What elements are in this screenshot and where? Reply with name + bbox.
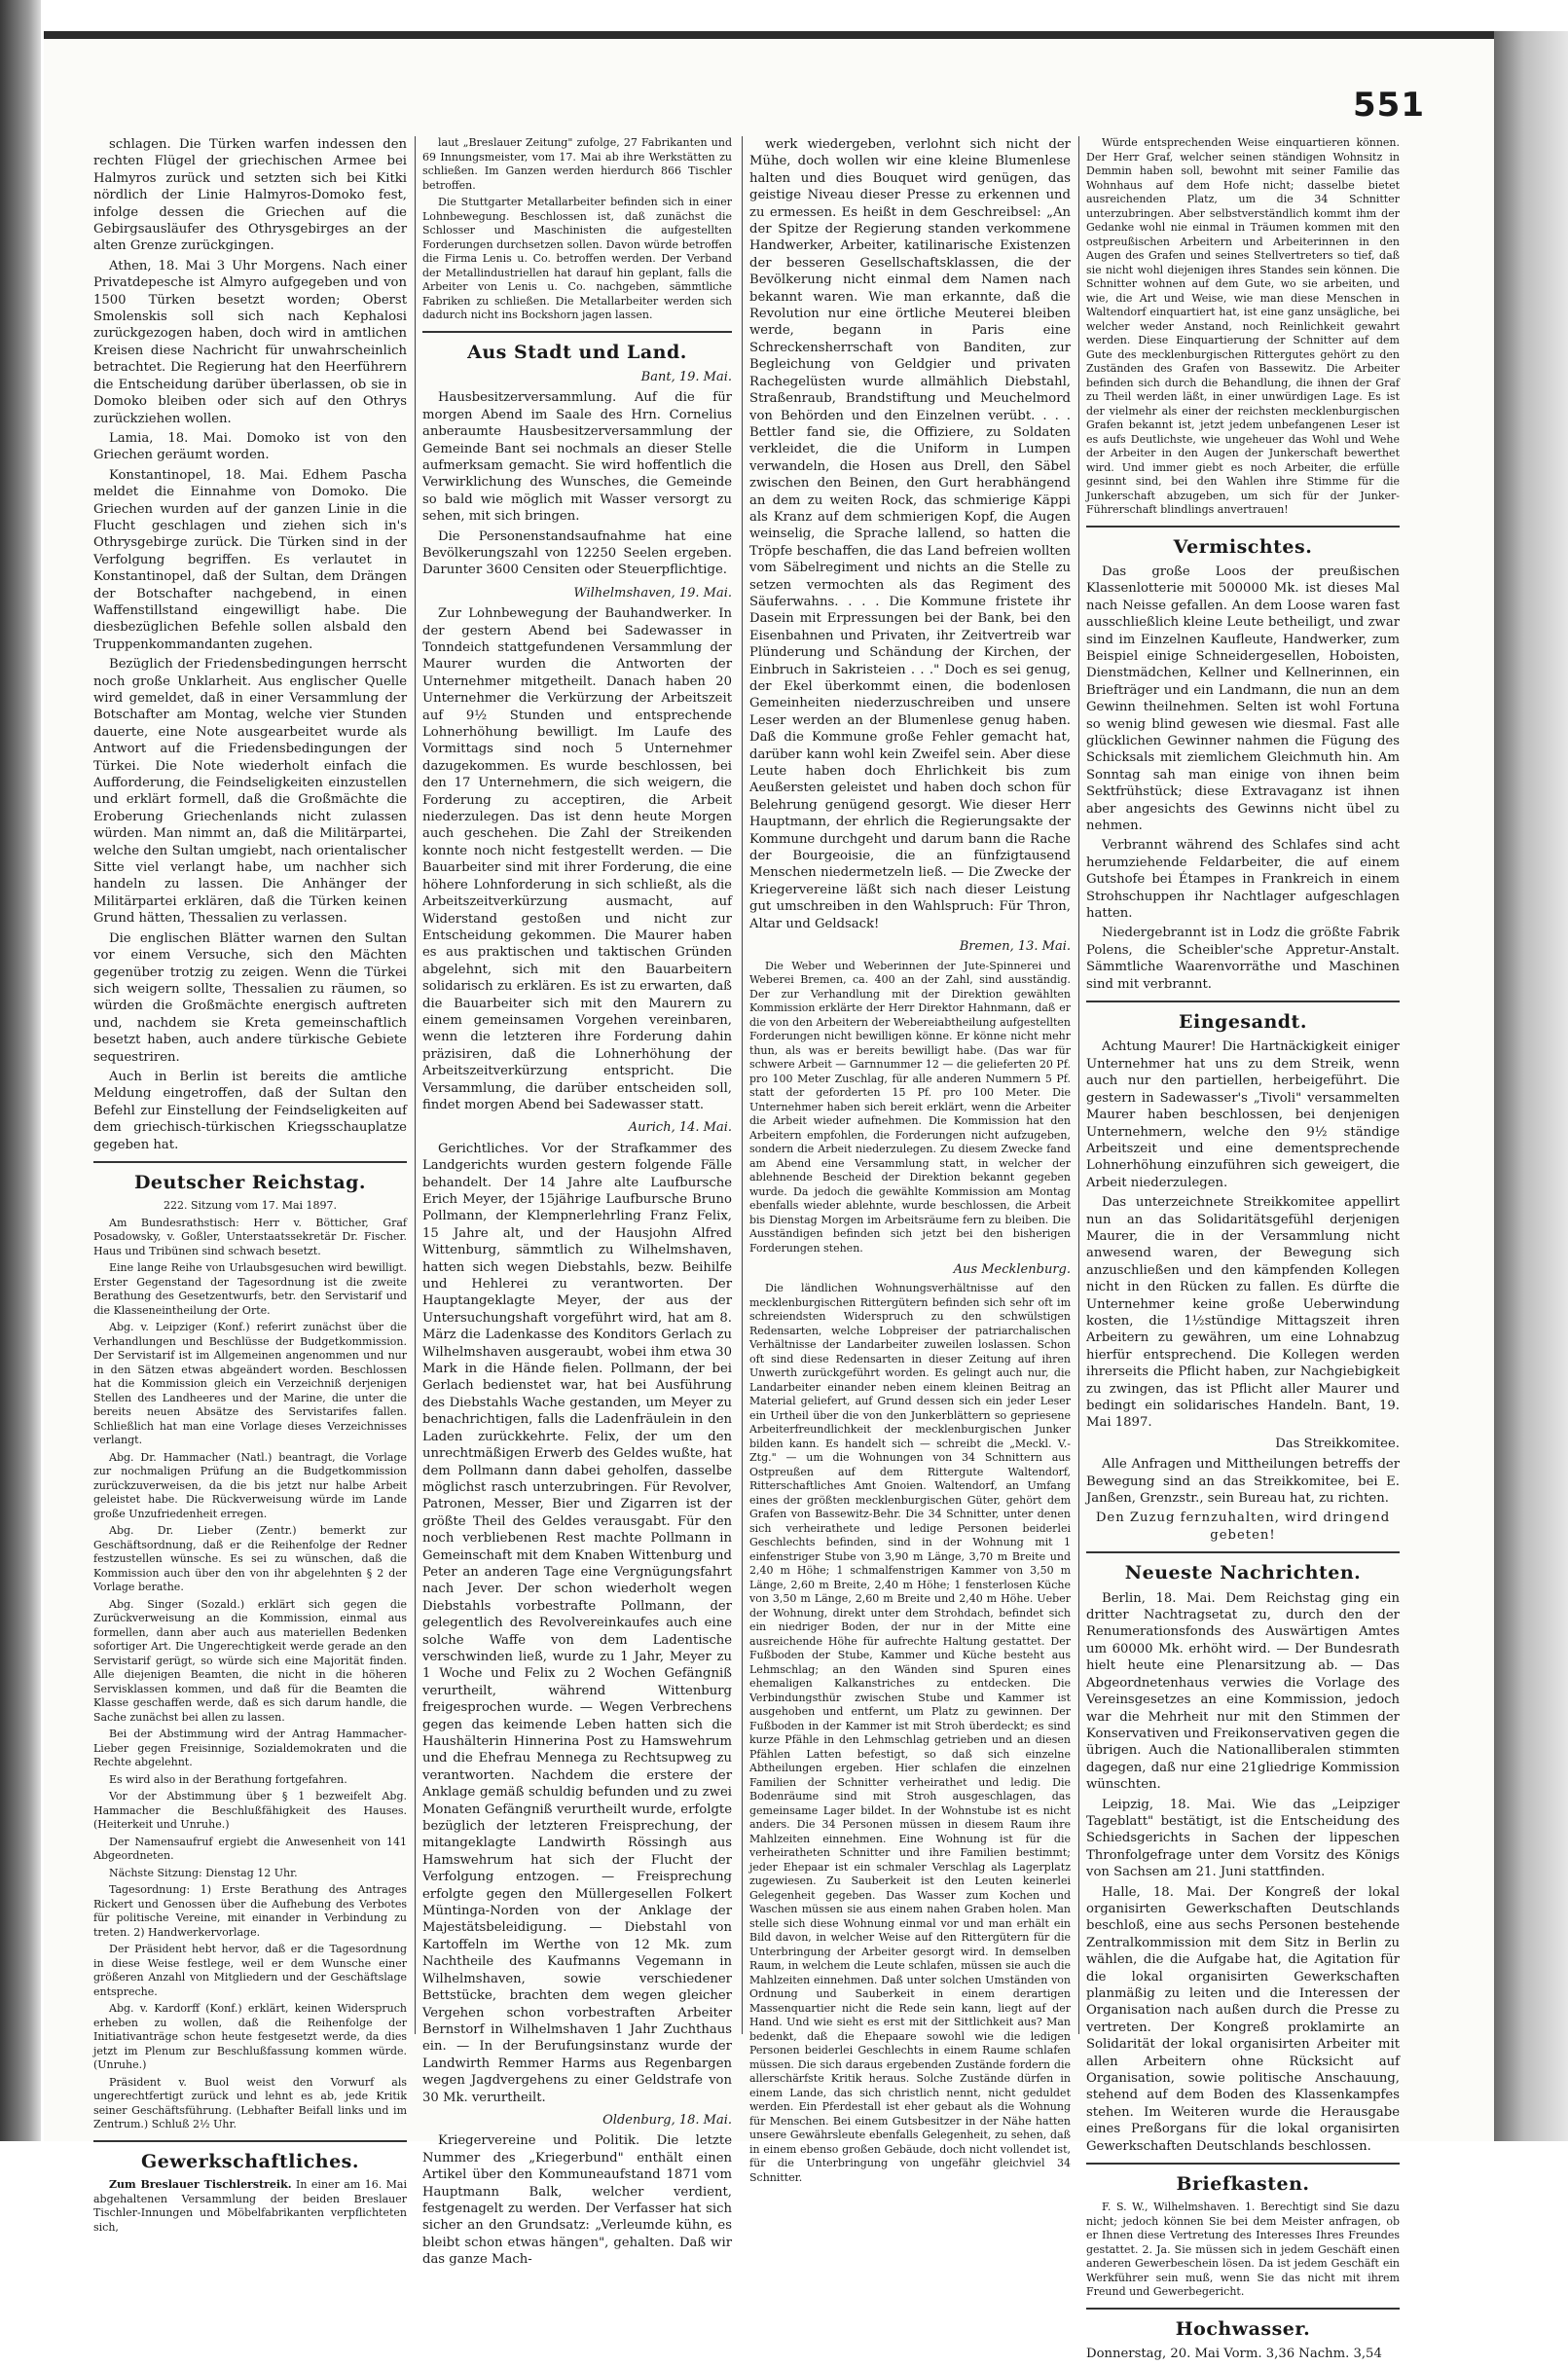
scan-left-edge: [0, 0, 41, 2141]
article-paragraph: Auch in Berlin ist bereits die amtliche Meldung eingetroffen, daß der Sultan den Befehl zur Einstellung der Feindseligkeiten auf dem griechisch-türkischen Kriegsschauplatze gegeben hat.: [93, 1069, 407, 1152]
article-paragraph: Eine lange Reihe von Urlaubsgesuchen wird bewilligt. Erster Gegenstand der Tagesordnung ist die zweite Berathung des Gesetzentwurfs, betr. den Servistarif und die Klasseneintheilung der Orte.: [93, 1261, 407, 1317]
page-number: 551: [1353, 86, 1425, 125]
column-2: [422, 136, 732, 2272]
section-heading-hochwasser: Hochwasser.: [1175, 2317, 1311, 2340]
section-divider: [93, 1161, 407, 1163]
article-paragraph: Abg. Dr. Lieber (Zentr.) bemerkt zur Geschäftsordnung, daß er die Reihenfolge der Redner festzustellen wünsche. Es sei zu wünschen, daß die Kommission auch über den von ihr abgelehnten § 2 der Vorlage berathe.: [93, 1524, 407, 1594]
dateline: Wilhelmshaven, 19. Mai.: [573, 585, 732, 601]
article-paragraph: Lamia, 18. Mai. Domoko ist von den Griechen geräumt worden.: [93, 430, 407, 463]
column-4: [1086, 136, 1400, 2366]
article-paragraph: Zur Lohnbewegung der Bauhandwerker. In der gestern Abend bei Sadewasser in Tonndeich stattgefundenen Versammlung der Maurer wurden die Antworten der Unternehmer mitgetheilt. Danach haben 20 Unternehmer die Verkürzung der Arbeitszeit auf 9½ Stunden und entsprechende Lohnerhöhung bewilligt. Im Laufe des Vormittags sind noch 5 Unternehmer dazugekommen. Es wurde beschlossen, bei den 17 Unternehmern, die sich weigern, die Forderung zu acceptiren, die Arbeit niederzulegen. Das ist denn heute Morgen auch geschehen. Die Zahl der Streikenden konnte noch nicht festgestellt werden. — Die Bauarbeiter sind mit ihrer Forderung, die eine höhere Lohnforderung in sich schließt, als die Arbeitszeitverkürzung ausmacht, auf Widerstand gestoßen und nicht zur Entscheidung gekommen. Die Maurer haben es aus praktischen und taktischen Gründen abgelehnt, sich mit den Bauarbeitern solidarisch zu erklären. Es ist zu erwarten, daß die Bauarbeiter sich mit den Maurern zu einem gemeinsamen Vorgehen vereinbaren, wenn die letzteren ihre Forderung dahin präzisiren, daß die Lohnerhöhung der Arbeitszeitverkürzung entspricht. Die Versammlung, die darüber entscheiden soll, findet morgen Abend bei Sadewasser statt.: [422, 606, 732, 1112]
section-heading-eingesandt: Eingesandt.: [1179, 1011, 1307, 1034]
article-paragraph: Gerichtliches. Vor der Strafkammer des Landgerichts wurden gestern folgende Fälle behandelt. Der 14 Jahre alte Laufbursche Erich Meyer, der 15jährige Laufbursche Bruno Pollmann, der Klempnerlehrling Franz Felix, 15 Jahre alt, und der Hausjohn Alfred Wittenburg, sämmtlich zu Wilhelmshaven, hatten sich wegen Diebstahls, bezw. Beihilfe und Hehlerei zu verantworten. Der Hauptangeklagte Meyer, der aus der Untersuchungshaft vorgeführt wird, hat am 8. März die Ladenkasse des Konditors Gerlach zu Wilhelmshaven ausgeraubt, wobei ihm etwa 30 Mark in die Hände fielen. Pollmann, der bei Gerlach bedienstet war, hat bei Ausführung des Diebstahls Wache gestanden, um Meyer zu benachrichtigen, falls die Ladenfräulein in den Laden zurückkehrte. Felix, der um den unrechtmäßigen Erwerb des Geldes wußte, hat dem Pollmann dann dabei geholfen, dasselbe möglichst rasch unterzubringen. Für Revolver, Patronen, Messer, Bier und Zigarren ist der größte Theil des Geldes verausgabt. Für den noch verbliebenen Rest machte Pollmann in Gemeinschaft mit dem Knaben Wittenburg und Peter an anderen Tage eine Vergnügungsfahrt nach Jever. Der schon wiederholt wegen Diebstahls vorbestrafte Pollmann, der gelegentlich des Revolvereinkaufes auch eine solche Waffe von dem Ladentische verschwinden ließ, wurde zu 1 Jahr, Meyer zu 1 Woche und Felix zu 2 Wochen Gefängniß verurtheilt, während Wittenburg freigesprochen wurde. — Wegen Verbrechens gegen das keimende Leben hatten sich die Haushälterin Hinnerina Post zu Hamswehrum und die Ehefrau Mennega zu Rechtsupweg zu verantworten. Nachdem die erstere der Anklage gemäß schuldig befunden und zu zwei Monaten Gefängniß verurtheilt wurde, erfolgte bezüglich der letzteren Freisprechung, der mitangeklagte Landwirth Rössingh aus Hamswehrum hat sich der Flucht der Verfolgung entzogen. — Freisprechung erfolgte gegen den Müllergesellen Folkert Müntinga-Norden von der Anklage der Majestätsbeleidigung. — Diebstahl von Kartoffeln im Werthe von 12 Mk. zum Nachtheile des Kaufmanns Vegemann in Wilhelmshaven, sowie verschiedener Bettstücke, brachten dem wegen gleicher Vergehen schon vorbestraften Arbeiter Bernstorf in Wilhelmshaven 1 Jahr Zuchthaus ein. — In der Berufungsinstanz wurde der Landwirth Remmer Harms aus Regenbargen wegen Jagdvergehens zu einer Geldstrafe von 30 Mk. verurtheilt.: [422, 1141, 732, 2105]
dateline: Bant, 19. Mai.: [640, 369, 732, 384]
article-paragraph: F. S. W., Wilhelmshaven. 1. Berechtigt sind Sie dazu nicht; jedoch können Sie bei dem Meister anfragen, ob er Ihnen diese Vertretung des Interesses Ihres Freundes gestattet. 2. Ja. Sie müssen sich in jedem Geschäft einen anderen Gewerbeschein lösen. Da ist jedem Geschäft ein Werkführer sein muß, wenn Sie das nicht mit ihrem Freund und Gewerbegericht.: [1086, 2201, 1400, 2299]
article-paragraph: Abg. Dr. Hammacher (Natl.) beantragt, die Vorlage zur nochmaligen Prüfung an die Budgetkommission zurückzuverweisen, da die bis jetzt nur halbe Arbeit geleistet habe. Die Rückverweisung würde im Lande große Unzufriedenheit erregen.: [93, 1450, 407, 1520]
article-text: In einer am 16. Mai abgehaltenen Versammlung der beiden Breslauer Tischler-Innungen und Möbelfabrikanten verpflichteten sich,: [93, 2178, 407, 2234]
article-paragraph: Die Personenstandsaufnahme hat eine Bevölkerungszahl von 12250 Seelen ergeben. Darunter 3600 Censiten oder Steuerpflichtige.: [422, 528, 732, 578]
article-paragraph: Konstantinopel, 18. Mai. Edhem Pascha meldet die Einnahme von Domoko. Die Griechen wurden auf der ganzen Linie in die Flucht geschlagen und ziehen sich in's Othrysgebirge zurück. Die Türken sind in der Verfolgung begriffen. Es verlautet in Konstantinopel, daß der Sultan, dem Drängen der Botschafter nachgebend, in einen Waffenstillstand eingewilligt habe. Die diesbezüglichen Befehle sollen alsbald den Truppenkommandanten zugehen.: [93, 467, 407, 652]
article-paragraph: Bei der Abstimmung wird der Antrag Hammacher-Lieber gegen Freisinnige, Sozialdemokraten und die Rechte abgelehnt.: [93, 1728, 407, 1769]
article-paragraph: Hausbesitzerversammlung. Auf die für morgen Abend im Saale des Hrn. Cornelius anberaumte Hausbesitzerversammlung der Gemeinde Bant sei nochmals an dieser Stelle aufmerksam gemacht. Sie wird hoffentlich die Verwirklichung des Wunsches, die Gemeinde so bald wie möglich mit Wasser versorgt zu sehen, mit sich bringen.: [422, 390, 732, 525]
article-paragraph: Präsident v. Buol weist den Vorwurf als ungerechtfertigt zurück und lehnt es ab, jede Kritik seiner Geschäftsführung. (Lebhafter Beifall links und im Zentrum.) Schluß 2½ Uhr.: [93, 2075, 407, 2131]
article-paragraph: Es wird also in der Berathung fortgefahren.: [109, 1772, 347, 1786]
article-paragraph: Kriegervereine und Politik. Die letzte Nummer des „Kriegerbund" enthält einen Artikel über den Kommuneaufstand 1871 vom Hauptmann Balk, welcher verdient, festgenagelt zu werden. Der Verfasser hat sich sicher an den Grundsatz: „Verleumde kühn, es bleibt schon etwas hängen", gehalten. Daß wir das ganze Mach-: [422, 2133, 732, 2268]
column-rule: [742, 136, 743, 2034]
article-paragraph: laut „Breslauer Zeitung" zufolge, 27 Fabrikanten und 69 Innungsmeister, vom 17. Mai ab ihre Werkstätten zu schließen. Im Ganzen werden hierdurch 866 Tischler betroffen.: [422, 136, 732, 192]
article-paragraph: Die Stuttgarter Metallarbeiter befinden sich in einer Lohnbewegung. Beschlossen ist, daß zunächst die Schlosser und Maschinisten die aufgestellten Forderungen durchsetzen sollen. Davon würde betroffen die Firma Lenis u. Co. betroffen werden. Der Verband der Metallindustriellen hat darauf hin geplant, falls die Arbeiter von Lenis u. Co. nachgeben, sämmtliche Fabriken zu schließen. Die Metallarbeiter werden sich dadurch nicht ins Bockshorn jagen lassen.: [422, 196, 732, 321]
article-paragraph: Tagesordnung: 1) Erste Berathung des Antrages Rickert und Genossen über die Aufhebung des Verbotes für politische Vereine, mit einander in Verbindung zu treten. 2) Handwerkervorlage.: [93, 1883, 407, 1939]
article-paragraph: werk wiedergeben, verlohnt sich nicht der Mühe, doch wollen wir eine kleine Blumenlese halten und dies Bouquet wird genügen, das geistige Niveau dieser Presse zu erkennen und zu ermessen. Es heißt in dem Geschreibsel: „An der Spitze der Regierung standen verkommene Handwerker, Arbeiter, katilinarische Existenzen der besseren Gesellschaftsklassen, die der Bevölkerung nicht einmal dem Namen nach bekannt waren. Wie man erkannte, daß die Revolution nur eine örtliche Meuterei bleiben werde, begann in Paris eine Schreckensherrschaft von Banditen, zur Begleichung von Geldgier und privaten Rachegelüsten wurde allmählich Diebstahl, Straßenraub, Brandstiftung und Meuchelmord von Behörden und den Einzelnen verübt. . . . Bettler fand sie, die Offiziere, zu Soldaten verkleidet, die die Uniform in Lumpen verwandeln, die Hosen aus Drell, den Säbel zwischen den Beinen, den Gurt herabhängend an dem zu weiten Rock, das schmierige Käppi als Kranz auf dem schmierigen Kopf, die Augen weinselig, die Sprache lallend, so hatten die Tröpfe beschaffen, die das Land befreien wollten vom Säbelregiment und nichts an die Stelle zu setzen vermochten als das Regiment des Säuferwahns. . . . Die Kommune fristete ihr Dasein mit Erpressungen bei der Bank, bei den Eisenbahnen und Privaten, ihr Zeitvertreib war Plünderung und Schändung der Kirchen, der Einbruch in Sakristeien . . ." Doch es sei genug, der Ekel überkommt einen, die bodenlosen Gemeinheiten niederzuschreiben und unsere Leser werden an der Blumenlese genug haben. Daß die Kommune große Fehler gemacht hat, darüber kann wohl kein Zweifel sein. Aber diese Leute haben doch Ehrlichkeit bis zum Aeußersten geleistet und haben doch schon für Belehrung genügend gesorgt. Wie dieser Herr Hauptmann, der ehrlich die Regierungsakte der Kommune durchgeht und darum bann die Rache der Bourgeoisie, die an fünfzigtausend Menschen niedermetzeln ließ. — Die Zwecke der Kriegervereine läßt sich nach dieser Leistung gut umschreiben in den Wahlspruch: Für Thron, Altar und Geldsack!: [749, 137, 1071, 931]
article-paragraph: Abg. Singer (Sozald.) erklärt sich gegen die Zurückverweisung an die Kommission, einmal aus formellen, dann aber auch aus materiellen Bedenken sofortiger Art. Die Ungerechtigkeit werde gerade an den Servistarif gerügt, so würde sich eine Majorität finden. Alle diejenigen Beamten, die nicht in die höheren Servisklassen kommen, und daß für die Beamten die Klasse geschaffen werde, daß es sich darum handle, die Sache zunächst bei allen zu lassen.: [93, 1597, 407, 1724]
article-paragraph: Vor der Abstimmung über § 1 bezweifelt Abg. Hammacher die Beschlußfähigkeit des Hauses. (Heiterkeit und Unruhe.): [93, 1790, 407, 1832]
section-divider: [1086, 526, 1400, 528]
article-paragraph: Abg. v. Leipziger (Konf.) referirt zunächst über die Verhandlungen und Beschlüsse der Budgetkommission. Der Servistarif ist im Allgemeinen angenommen und nur in den Sätzen etwas abgeändert worden. Beschlossen hat die Kommission gleich ein Verzeichniß derjenigen Stellen des Landheeres und der Marine, die unter die bereits neuen Absätze des Servistarifes fallen. Schließlich hat man eine Vorlage dieses Verzeichnisses verlangt.: [93, 1321, 407, 1447]
appeal-line: Den Zuzug fernzuhalten, wird dringend gebeten!: [1095, 1511, 1391, 1543]
article-paragraph: Das große Loos der preußischen Klassenlotterie mit 500000 Mk. ist dieses Mal nach Neisse gefallen. An dem Loose waren fast ausschließlich kleine Leute betheiligt, und zwar sind im Einzelnen Kaufleute, Handwerker, zum Beispiel einige Schneidergesellen, Hoboisten, Dienstmädchen, Kellner und Kellnerinnen, ein Briefträger und ein Landmann, die nun an dem Gewinn theilnehmen. Selten ist wohl Fortuna so wenig blind gewesen wie diesmal. Fast alle glücklichen Gewinner nahmen die Fügung des Schicksals mit ziemlichem Gleichmuth hin. Am Sonntag sah man einige von ihnen beim Sektfrühstück; diese Extravaganz ist ihnen aber angesichts des Gewinns nicht übel zu nehmen.: [1086, 564, 1400, 833]
section-heading-reichstag: Deutscher Reichstag.: [133, 1171, 367, 1193]
section-heading-stadt-land: Aus Stadt und Land.: [467, 341, 687, 363]
column-1: [93, 136, 407, 2238]
article-lead: Zum Breslauer Tischlerstreik.: [109, 2178, 292, 2192]
dateline: Aus Mecklenburg.: [953, 1262, 1071, 1277]
article-paragraph: Leipzig, 18. Mai. Wie das „Leipziger Tageblatt" bestätigt, ist die Entscheidung des Schiedsgerichts in Sachen der lippeschen Thronfolgefrage unter dem Vorsitz des Königs von Sachsen am 21. Juni stattfinden.: [1086, 1797, 1400, 1880]
article-paragraph: Die englischen Blätter warnen den Sultan vor einem Versuche, sich den Mächten gegenüber trotzig zu zeigen. Wenn die Türkei sich weigern sollte, Thessalien zu räumen, so würden die Großmächte energisch auftreten und, nachdem sie Kreta gemeinschaftlich besetzt haben, auch andere türkische Gebiete sequestriren.: [93, 930, 407, 1065]
section-divider: [1086, 1001, 1400, 1002]
column-rule: [1078, 136, 1079, 2034]
scan-right-edge: [1494, 31, 1568, 2141]
article-paragraph: Das unterzeichnete Streikkomitee appellirt nun an das Solidaritätsgefühl derjenigen Maurer, die in der Versammlung nicht anwesend waren, der Bewegung sich anzuschließen und den kämpfenden Kollegen nicht in den Rücken zu fallen. Es dürfte die Unternehmer keine große Ueberwindung kosten, die 1½stündige Mittagszeit ihren Arbeitern zu gewähren, um eine Lohnabzug hierfür entsprechend. Die Kollegen werden ihrerseits die Pflicht haben, zur Nachgiebigkeit zu zwingen, das ist Pflicht aller Maurer und bedingt ein solidarisches Handeln. Bant, 19. Mai 1897.: [1086, 1195, 1400, 1431]
article-paragraph: Am Bundesrathstisch: Herr v. Bötticher, Graf Posadowsky, v. Goßler, Unterstaatssekretär Dr. Fischer. Haus und Tribünen sind schwach besetzt.: [93, 1216, 407, 1257]
section-heading-briefkasten: Briefkasten.: [1176, 2173, 1310, 2196]
signature: Das Streikkomitee.: [1275, 1436, 1400, 1451]
article-paragraph: Die Weber und Weberinnen der Jute-Spinnerei und Weberei Bremen, ca. 400 an der Zahl, sind ausständig. Der zur Verhandlung mit der Direktion gewählten Kommission erklärte der Herr Direktor Hahnmann, daß er die von den Arbeitern der Webereiabtheilung aufgestellten Forderungen nicht bewilligen könne. Er könne nicht mehr thun, als was er bereits bewilligt habe. (Das war für schwere Arbeit — Garnnummer 12 — die gelieferten 20 Pf. pro 100 Meter Zuschlag, für alle anderen Nummern 5 Pf. statt der geforderten 15 Pf. pro 100 Meter. Die Unternehmer haben sich bereit erklärt, wenn die Arbeiter die Arbeit wieder aufnehmen. Die Kommission hat den Arbeitern empfohlen, die Forderungen nicht aufzugeben, sondern die Arbeit niederzulegen. Zu diesem Zwecke fand am Abend eine Versammlung statt, in welcher der ablehnende Bescheid der Direktion bekannt gegeben wurde. Da jedoch die gewählte Kommission am Montag ebenfalls wieder ablehnte, wurde beschlossen, die Arbeit bis Dienstag Morgen im Arbeitsräume fern zu bleiben. Die Ausständigen befinden sich jetzt bei den bisherigen Forderungen stehen.: [749, 959, 1071, 1255]
article-paragraph: Nächste Sitzung: Dienstag 12 Uhr.: [109, 1866, 298, 1879]
dateline: Aurich, 14. Mai.: [628, 1120, 732, 1136]
article-paragraph: Halle, 18. Mai. Der Kongreß der lokal organisirten Gewerkschaften Deutschlands beschloß, eine aus sechs Personen bestehende Zentralkommission mit dem Sitz in Berlin zu wählen, die die Aufgabe hat, die Agitation für die lokal organisirten Gewerkschaften planmäßig zu leiten und die Interessen der Organisation nach außen durch die Presse zu vertreten. Der Kongreß proklamirte an Solidarität der lokal organisirten Arbeiter mit allen Arbeitern ohne Rücksicht auf Organisation, sowie politische Anschauung, stehend auf dem Boden des Klassenkampfes stehen. Im Weiteren wurde die Herausgabe eines Preßorgans für die lokal organisirten Gewerkschaften Deutschlands beschlossen.: [1086, 1884, 1400, 2154]
article-paragraph: Würde entsprechenden Weise einquartieren können. Der Herr Graf, welcher seinen ständigen Wohnsitz in Demmin haben soll, bewohnt mit seiner Familie das Wohnhaus auf dem Hofe nicht; dasselbe bietet ausreichenden Platz, um die 34 Schnitter unterzubringen. Aber selbstverständlich kommt ihm der Gedanke wohl nie einmal in Träumen kommen mit den ostpreußischen Arbeitern und Arbeiterinnen in den Augen des Grafen und seines Stellvertreters so tief, daß sie nicht wohl diejenigen ihres Standes sein können. Die Schnitter wohnen auf dem Gute, wo sie arbeiten, und wie, die Art und Weise, wie man diese Menschen in Waltendorf einquartiert hat, ist eine ganz unsägliche, bei welcher weder Anstand, noch Reinlichkeit gewahrt werden. Diese Einquartierung der Schnitter auf dem Gute des mecklenburgischen Rittergutes gehört zu den Zuständen des Grafen von Bassewitz. Die Arbeiter befinden sich durch die Behandlung, die ihnen der Graf zu Theil werden läßt, in einer unwürdigen Lage. Es ist der vielmehr als einer der reichsten mecklenburgischen Grafen bekannt ist, jetzt jedem unbefangenen Leser ist es aufs Deutlichste, wie ungeheuer das Wohl und Wehe der Arbeiter in den Augen der Junkerschaft bewerthet wird. Und immer giebt es noch Arbeiter, die erfülle gesinnt sind, bei den Wahlen ihre Stimme für die Junkerschaft abzugeben, um sich für der Junker-Führerschaft blindlings anvertrauen!: [1086, 136, 1400, 516]
article-paragraph: Athen, 18. Mai 3 Uhr Morgens. Nach einer Privatdepesche ist Almyro aufgegeben und von 1500 Türken besetzt worden; Oberst Smolenskis soll sich nach Kephalosi zurückgezogen haben, doch wird in amtlichen Kreisen diese Nachricht für unwahrscheinlich betrachtet. Die Regierung hat den Heerführern die Entscheidung darüber überlassen, ob sie in Domoko bleiben oder sich auf den Othrys zurückziehen wollen.: [93, 258, 407, 426]
article-paragraph: Bezüglich der Friedensbedingungen herrscht noch große Unklarheit. Aus englischer Quelle wird gemeldet, daß in einer Versammlung der Botschafter am Montag, welche vier Stunden dauerte, eine Note ausgearbeitet wurde als Antwort auf die Friedensbedingungen der Türkei. Die Note wiederholt einfach die Aufforderung, die Feindseligkeiten einzustellen und erklärt formell, daß die Großmächte die Eroberung Griechenlands nicht zulassen würden. Man nimmt an, daß die Militärpartei, welche den Sultan umgiebt, nach orientalischer Sitte viel verlangt habe, um nachher sich handeln zu lassen. Die Anhänger der Militärpartei erklären, daß die Türken keinen Grund hätten, Thessalien zu verlassen.: [93, 657, 407, 927]
article-paragraph: Achtung Maurer! Die Hartnäckigkeit einiger Unternehmer hat uns zu dem Streik, wenn auch nur den partiellen, herbeigeführt. Die gestern in Sadewasser's „Tivoli" versammelten Maurer haben beschlossen, bei denjenigen Unternehmern, welche den 9½ ständige Arbeitszeit und eine dementsprechende Lohnerhöhung einzuführen sich geweigert, die Arbeit niederzulegen.: [1086, 1039, 1400, 1190]
article-paragraph: schlagen. Die Türken warfen indessen den rechten Flügel der griechischen Armee bei Halmyros zurück und setzten sich bei Kitki nördlich der Linie Halmyros-Domoko fest, infolge dessen die Griechen auf die Gebirgsausläufer des Othrysgebirges an der alten Grenze zurückgingen.: [93, 137, 407, 254]
column-3: [749, 136, 1071, 2188]
section-heading-neueste-nachrichten: Neueste Nachrichten.: [1124, 1562, 1362, 1584]
column-rule: [415, 136, 416, 2034]
article-paragraph: Abg. v. Kardorff (Konf.) erklärt, keinen Widerspruch erheben zu wollen, daß die Reihenfolge der Initiativanträge schon heute festgesetzt werde, da dies jetzt im Plenum zur Beschlußfassung kommen würde. (Unruhe.): [93, 2002, 407, 2072]
article-paragraph: Der Präsident hebt hervor, daß er die Tagesordnung in diese Weise festlege, weil er dem Wunsche einer größeren Anzahl von Mitgliedern und der Geschäftslage entspreche.: [93, 1943, 407, 1998]
article-paragraph: Alle Anfragen und Mittheilungen betreffs der Bewegung sind an das Streikkomitee, bei E. Janßen, Grenzstr., sein Bureau hat, zu richten.: [1086, 1457, 1400, 1507]
article-paragraph: Berlin, 18. Mai. Dem Reichstag ging ein dritter Nachtragsetat zu, durch den der Renumerationsfonds des Auswärtigen Amtes um 60000 Mk. erhöht wird. — Der Bundesrath hielt heute eine Plenarsitzung ab. — Das Abgeordnetenhaus verwies die Vorlage des Vereinsgesetzes an eine Kommission, jedoch war die Mehrheit nur mit den Stimmen der Konservativen und Freikonservativen gegen die übrigen. Auch die Nationalliberalen stimmten dagegen, daß nur eine 21gliedrige Kommission wünschten.: [1086, 1590, 1400, 1793]
dateline: Bremen, 13. Mai.: [959, 939, 1071, 955]
scan-top-edge: [44, 31, 1494, 39]
article-paragraph: Die ländlichen Wohnungsverhältnisse auf den mecklenburgischen Rittergütern befinden sich sehr oft im schreiendsten Widerspruch zu den schwülstigen Redensarten, welche Lobpreiser der patriarchalischen Verhältnisse der Landarbeiter zuweilen loslassen. Schon oft sind diese Redensarten in dieser Zeitung auf ihren Unwerth zurückgeführt worden. Es gelingt auch nur, die Landarbeiter einander neben einem kleinen Beitrag an Material geliefert, auf Grund dessen sich ein jeder Leser ein Urtheil über die von den Junkerblättern so gepriesene Arbeiterfreundlichkeit der mecklenburgischen Junker bilden kann. Es handelt sich — schreibt die „Meckl. V.-Ztg." — um die Wohnungen von 34 Schnittern aus Ostpreußen auf dem Rittergute Waltendorf, Ritterschaftliches Amt Gnoien. Waltendorf, an Umfang eines der größten mecklenburgischen Güter, gehört dem Grafen von Bassewitz-Behr. Die 34 Schnitter, unter denen sich verheirathete und ledige Personen beiderlei Geschlechts befinden, sind in der Wohnung mit 1 einfenstriger Stube von 3,90 m Länge, 3,70 m Breite und 2,40 m Höhe; 1 schmalfenstrigen Kammer von 3,50 m Länge, 2,60 m Breite, 2,40 m Höhe; 1 fensterlosen Küche von 3,50 m Länge, 2,60 m Breite und 2,40 m Höhe. Ueber der Wohnung, direkt unter dem Strohdach, befindet sich ein niedriger Boden, der nur in der Mitte eine ausreichende Höhe für aufrechte Haltung gestattet. Der Fußboden der Stube, Kammer und Küche besteht aus Lehmschlag; an den Wänden sind Spuren eines ehemaligen Kalkanstriches zu entdecken. Die Verbindungsthür zwischen Stube und Kammer ist ausgehoben und entfernt, um Platz zu gewinnen. Der Fußboden in der Kammer ist mit Stroh überdeckt; es sind kurze Pfähle in den Lehmschlag getrieben und an diesen Pfählen Latten befestigt, so daß sich einzelne Abtheilungen ergeben. Hier schlafen die einzelnen Familien der Schnitter verheirathet und ledig. Die Bodenräume sind mit Stroh ausgeschlagen, das gemeinsame Lager bildet. In der Wohnstube ist es nicht anders. Die 34 Personen müssen in diesem Raum ihre Mahlzeiten einnehmen. Eine Wohnung ist für die verheiratheten Schnitter und ihre Familien bestimmt; jeder Ehepaar ist ein schmaler Verschlag als Lagerplatz zugewiesen. Zu Sauberkeit ist den Leuten keinerlei Gelegenheit gegeben. Das Wasser zum Kochen und Waschen müssen sie aus einem nahen Graben holen. Man stelle sich diese Wohnung einmal vor und man erhält ein Bild davon, in welcher Weise auf den Rittergütern für die Unterbringung der Arbeiter gesorgt wird. In demselben Raum, in welchem die Leute schlafen, müssen sie auch die Mahlzeiten einnehmen. Daß unter solchen Umständen von Ordnung und Sauberkeit in einem derartigen Massenquartier nicht die Rede sein kann, liegt auf der Hand. Und wie sieht es erst mit der Sittlichkeit aus? Man bedenkt, daß die Ehepaare sowohl wie die ledigen Personen beiderlei Geschlechts in einem Raume schlafen müssen. Die sich daraus ergebenden Zustände fordern die allerschärfste Kritik heraus. Solche Zustände dürfen in einem Lande, das sich christlich nennt, nicht geduldet werden. Ein Pferdestall ist eher gebaut als die Wohnung für Menschen. Bei einem Gutsbesitzer in der Nähe hatten unsere Gewährsleute ebenfalls Gelegenheit, zu sehen, daß in einem ebenso großen Gebäude, doch nicht vollendet ist, für die Unterbringung von ungefähr gleichviel 34 Schnitter.: [749, 1282, 1071, 2184]
section-divider: [422, 331, 732, 333]
tide-times: Donnerstag, 20. Mai Vorm. 3,36 Nachm. 3,54: [1086, 2347, 1382, 2362]
article-paragraph: Der Namensaufruf ergiebt die Anwesenheit von 141 Abgeordneten.: [93, 1835, 407, 1863]
article-paragraph: Niedergebrannt ist in Lodz die größte Fabrik Polens, die Scheibler'sche Appretur-Anstalt. Sämmtliche Waarenvorräthe und Maschinen sind mit verbrannt.: [1086, 926, 1400, 992]
article-paragraph: [93, 2178, 407, 2235]
session-line: 222. Sitzung vom 17. Mai 1897.: [163, 1199, 338, 1213]
dateline: Oldenburg, 18. Mai.: [602, 2112, 732, 2128]
section-heading-gewerkschaftliches: Gewerkschaftliches.: [141, 2150, 359, 2172]
section-divider: [1086, 2308, 1400, 2310]
section-heading-vermischtes: Vermischtes.: [1173, 535, 1313, 558]
section-divider: [1086, 2163, 1400, 2165]
section-divider: [1086, 1551, 1400, 1553]
article-paragraph: Verbrannt während des Schlafes sind acht herumziehende Feldarbeiter, die auf einem Gutshofe bei Étampes in Frankreich in einem Strohschuppen ihr Nachtlager aufgeschlagen hatten.: [1086, 838, 1400, 922]
